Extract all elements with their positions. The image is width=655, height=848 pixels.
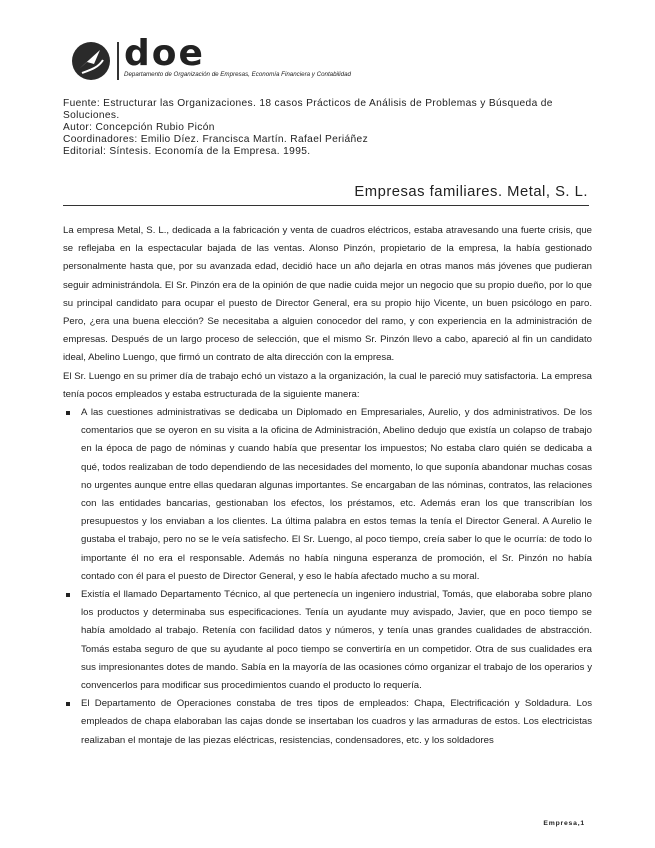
source-fuente: Fuente: Estructurar las Organizaciones. 18 casos Prácticos de Análisis de Problemas y Búsqueda de Soluciones. [63, 98, 553, 121]
doe-logo [70, 33, 400, 90]
list-item-text: Existía el llamado Departamento Técnico, al que pertenecía un ingeniero industrial, Tomás, que elaboraba sobre plano los productos y determinaba sus especificaciones. Tenía un ayudante muy avispado, Javier, que en poco tiempo se había amoldado al trabajo. Retenía con facilidad datos y números, y tenía unas grandes cualidades de abstracción. Tomás estaba seguro de que su ayudante al poco tiempo se convertiría en un competidor. Otra de sus cualidades era sus impresionantes dotes de mando. Sabía en la mayoría de las ocasiones cómo organizar el trabajo de los operarios y convencerlos para modificar sus procedimientos cuando el producto lo requería. [81, 589, 592, 692]
list-item-administracion [63, 404, 592, 586]
bullet-icon [66, 411, 70, 415]
bullet-icon [66, 593, 70, 597]
paragraph-intro: La empresa Metal, S. L., dedicada a la fabricación y venta de cuadros eléctricos, estaba atravesando una fuerte crisis, que se reflejaba en la espectacular bajada de las ventas. Alonso Pinzón, propietario de la empresa, la había gestionado personalmente hasta que, por su avanzada edad, decidió hace un año dejarla en otras manos más jóvenes que pudieran seguir administrándola. El Sr. Pinzón era de la opinión de que nadie cuida mejor un negocio que su propio dueño, por lo que su principal candidato para ocupar el puesto de Director General, era su propio hijo Vicente, un buen psicólogo en paro. Pero, ¿era una buena elección? Se necesitaba a alguien conocedor del ramo, y con experiencia en la administración de empresas. Después de un largo proceso de selección, que el mismo Sr. Pinzón llevo a cabo, apareció al fin un candidato ideal, Abelino Luengo, que firmó un contrato de alta dirección con la empresa. [63, 225, 592, 364]
source-coordinadores: Coordinadores: Emilio Díez. Francisca Martín. Rafael Periáñez [63, 134, 369, 145]
logo-subtitle: Departamento de Organización de Empresas, Economía Financiera y Contabilidad [124, 71, 351, 78]
list-item-tecnico [63, 586, 592, 695]
list-item-text: A las cuestiones administrativas se dedicaba un Diplomado en Empresariales, Aurelio, y dos administrativos. De los comentarios que se oyeron en su visita a la oficina de Administración, Abelino dedujo que existía un colapso de trabajo en la época de pago de nóminas y cuando había que presentar los impuestos; No estaba claro quién se dedicaba a qué, todos realizaban de todo dependiendo de las necesidades del momento, lo que suponía abandonar muchas cosas no urgentes aunque entre ellas quedaran algunas importantes. Se encargaban de las nóminas, contratos, las relaciones con las entidades bancarias, gestionaban los efectos, los préstamos, etc. Además eran los que transcribían los presupuestos y los enviaban a los clientes. La última palabra en estos temas la tenía el Director General. A Aurelio le gustaba el trabajo, pero no se le veía satisfecho. El Sr. Luengo, al poco tiempo, creía saber lo que le ocurría: de todo lo importante él no era el responsable. Además no había ninguna esperanza de promoción, el Sr. Pinzón no había contado con él para el puesto de Director General, y eso le había afectado mucho a su moral. [81, 407, 592, 582]
source-editorial: Editorial: Síntesis. Economía de la Empresa. 1995. [63, 146, 311, 157]
list-item-operaciones [63, 695, 592, 750]
logo-wordmark: doe [124, 33, 205, 74]
title-rule [63, 205, 589, 206]
paragraph-organization: El Sr. Luengo en su primer día de trabajo echó un vistazo a la organización, la cual le pareció muy satisfactoria. La empresa tenía pocos empleados y estaba estructurada de la siguiente manera: [63, 370, 592, 400]
list-item-text: El Departamento de Operaciones constaba de tres tipos de empleados: Chapa, Electrificación y Soldadura. Los empleados de chapa elaboraban las cajas donde se insertaban los cuadros y las armaduras de estos. Los electricistas realizaban el montaje de las piezas eléctricas, resistencias, condensadores, etc. y los soldadores [81, 698, 592, 746]
page-footer: Empresa,1 [543, 820, 585, 827]
case-body [63, 222, 592, 750]
logo-divider [117, 42, 119, 80]
case-title: Empresas familiares. Metal, S. L. [354, 184, 588, 200]
doe-emblem-icon [70, 40, 112, 82]
source-autor: Autor: Concepción Rubio Picón [63, 122, 215, 133]
source-block [63, 98, 593, 158]
bullet-icon [66, 702, 70, 706]
department-list [63, 404, 592, 750]
